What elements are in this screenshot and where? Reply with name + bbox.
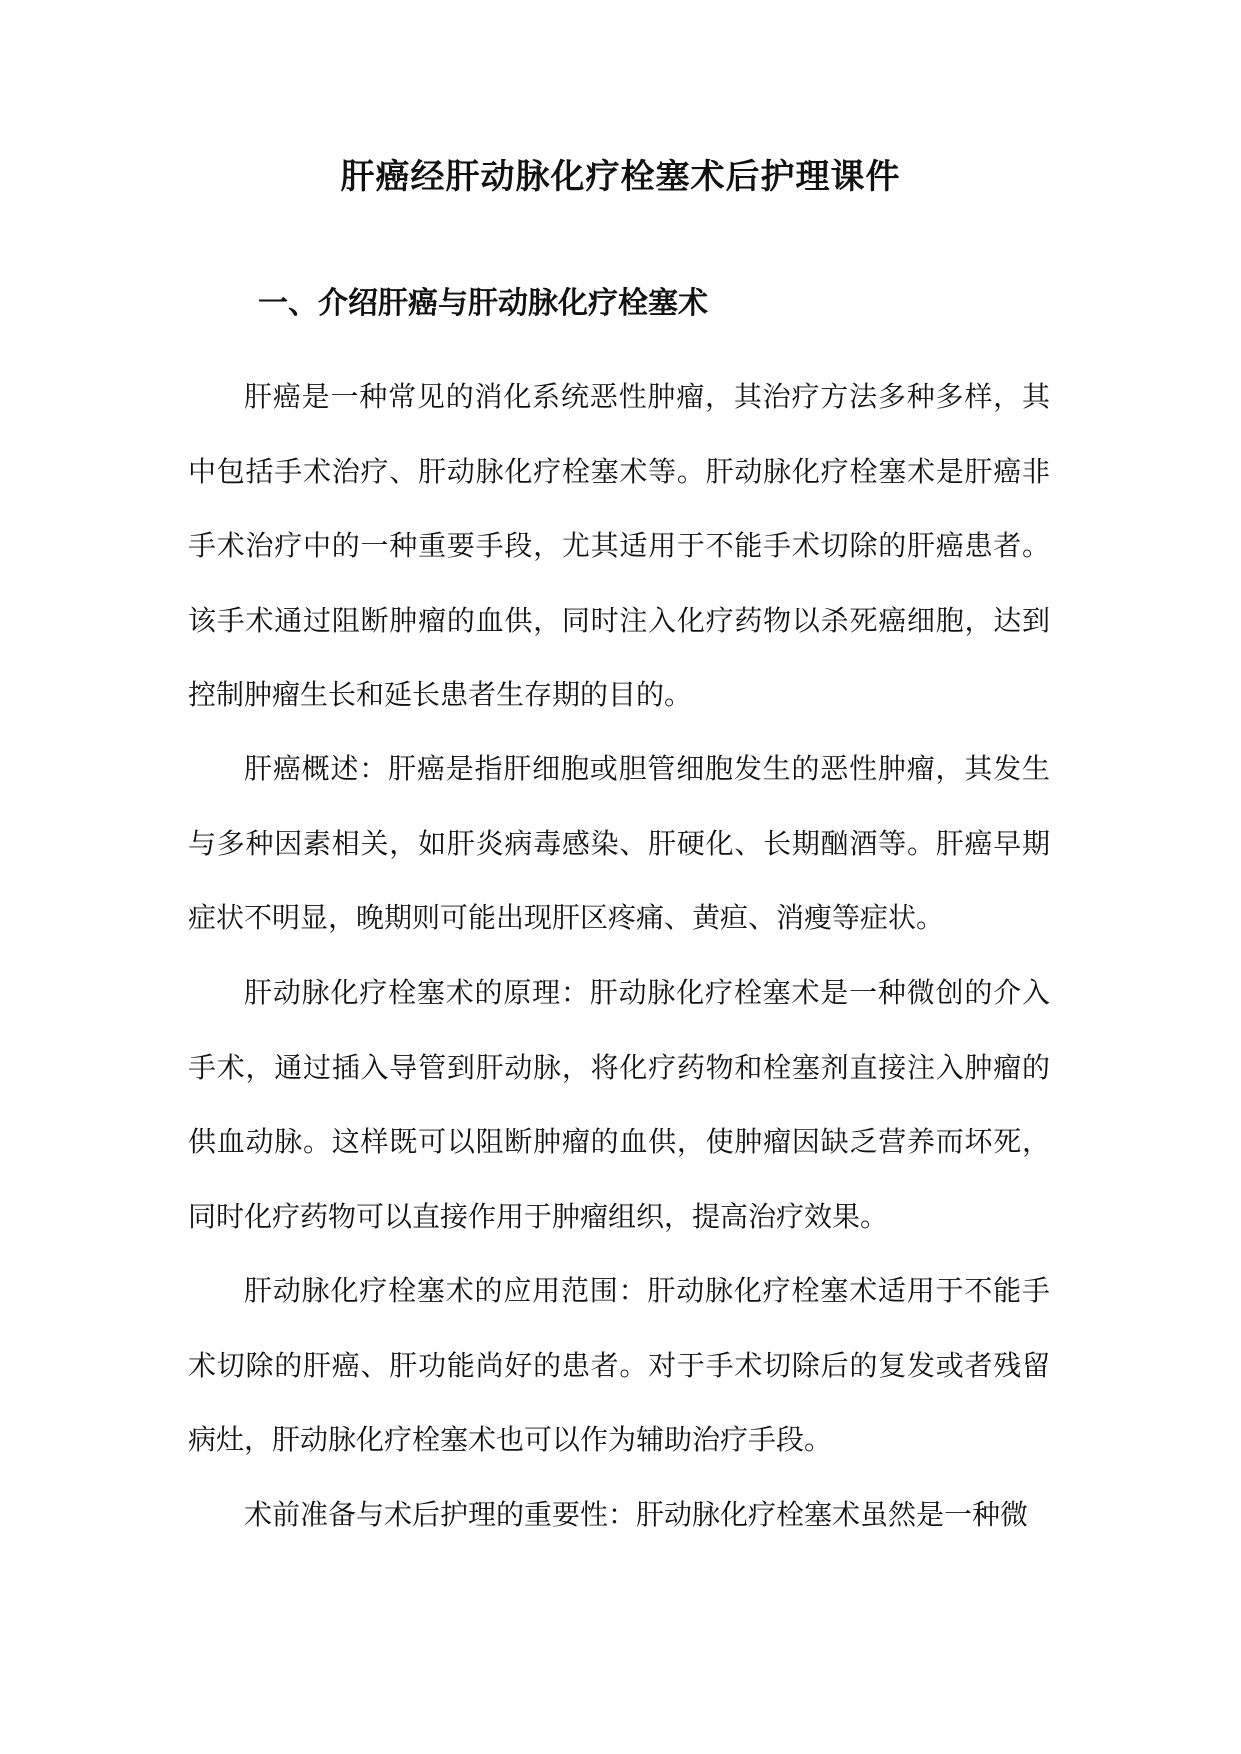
paragraph-importance: 术前准备与术后护理的重要性：肝动脉化疗栓塞术虽然是一种微 [244, 1498, 1029, 1531]
paragraph-intro: 肝癌是一种常见的消化系统恶性肿瘤，其治疗方法多种多样，其中包括手术治疗、肝动脉化疗栓塞术等。肝动脉化疗栓塞术是肝癌非手术治疗中的一种重要手段，尤其适用于不能手术切除的肝癌患者。该手术通过阻断肿瘤的血供，同时注入化疗药物以杀死癌细胞，达到控制肿瘤生长和延长患者生存期的目的。 [188, 380, 1050, 711]
paragraph-principle: 肝动脉化疗栓塞术的原理：肝动脉化疗栓塞术是一种微创的介入手术，通过插入导管到肝动脉，将化疗药物和栓塞剂直接注入肿瘤的供血动脉。这样既可以阻断肿瘤的血供，使肿瘤因缺乏营养而坏死，同时化疗药物可以直接作用于肿瘤组织，提高治疗效果。 [188, 976, 1050, 1233]
paragraph-overview: 肝癌概述：肝癌是指肝细胞或胆管细胞发生的恶性肿瘤，其发生与多种因素相关，如肝炎病毒感染、肝硬化、长期酗酒等。肝癌早期症状不明显，晚期则可能出现肝区疼痛、黄疸、消瘦等症状。 [188, 752, 1050, 934]
section-heading: 一、介绍肝癌与肝动脉化疗栓塞术 [258, 286, 708, 321]
paragraph-scope: 肝动脉化疗栓塞术的应用范围：肝动脉化疗栓塞术适用于不能手术切除的肝癌、肝功能尚好的患者。对于手术切除后的复发或者残留病灶，肝动脉化疗栓塞术也可以作为辅助治疗手段。 [188, 1274, 1050, 1456]
document-title: 肝癌经肝动脉化疗栓塞术后护理课件 [340, 157, 901, 197]
